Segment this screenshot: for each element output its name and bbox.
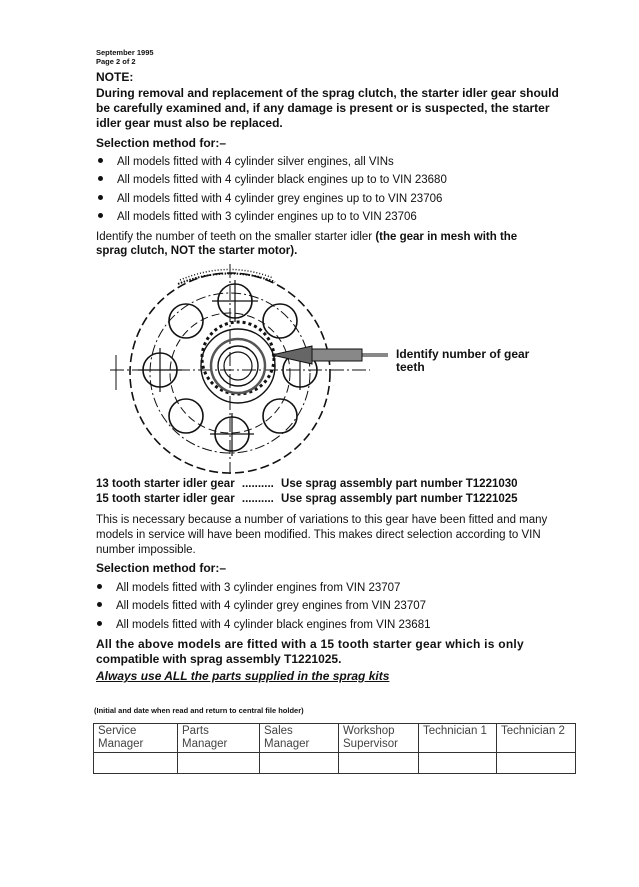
signoff-cell[interactable]: [260, 753, 339, 774]
signoff-cell[interactable]: [178, 753, 260, 774]
signoff-header-technician-2: Technician 2: [497, 724, 576, 753]
selection-heading: Selection method for:–: [96, 561, 227, 575]
identify-instruction: Identify the number of teeth on the smaller starter idler (the gear in mesh with the: [96, 231, 518, 243]
signoff-header-technician-1: Technician 1: [419, 724, 497, 753]
list-item: All models fitted with 4 cylinder black engines from VIN 23681: [97, 619, 431, 631]
page-number: Page 2 of 2: [96, 57, 136, 66]
signoff-cell[interactable]: [497, 753, 576, 774]
signoff-header-service-manager: Service Manager: [94, 724, 178, 753]
callout-line: teeth: [396, 360, 425, 374]
list-item: All models fitted with 4 cylinder black engines up to to VIN 23680: [98, 174, 447, 186]
signoff-cell[interactable]: [94, 753, 178, 774]
selection-heading: Selection method for:–: [96, 136, 227, 150]
signoff-header-sales-manager: Sales Manager: [260, 724, 339, 753]
identify-instruction-line2: sprag clutch, NOT the starter motor).: [96, 245, 298, 257]
table-header-row: [94, 724, 576, 753]
signoff-header-parts-manager: Parts Manager: [178, 724, 260, 753]
always-use-warning: Always use ALL the parts supplied in the sprag kits: [96, 669, 390, 683]
list-item: All models fitted with 3 cylinder engines from VIN 23707: [97, 582, 400, 594]
note-line: be carefully examined and, if any damage is present or is suspected, the starter: [96, 101, 550, 115]
bullet-icon: [98, 158, 103, 163]
list-item: All models fitted with 4 cylinder grey engines up to to VIN 23706: [98, 193, 442, 205]
file-instruction: (Initial and date when read and return to central file holder): [94, 706, 304, 715]
note-line: During removal and replacement of the sprag clutch, the starter idler gear should: [96, 86, 559, 100]
note-line: idler gear must also be replaced.: [96, 116, 283, 130]
table-row: [94, 753, 576, 774]
signoff-cell[interactable]: [339, 753, 419, 774]
summary-line: All the above models are fitted with a 15 tooth starter gear which is only: [96, 637, 524, 651]
explanation: This is necessary because a number of variations to this gear have been fitted and many models in service will have been modified. This makes direct selection according to VIN number impossible.: [96, 514, 548, 556]
diagram-callout: [396, 348, 529, 374]
summary-line: compatible with sprag assembly T1221025.: [96, 652, 342, 666]
bullet-icon: [98, 213, 103, 218]
gear-option-13: 13 tooth starter idler gear .......... Use sprag assembly part number T1221030: [96, 478, 518, 490]
bullet-icon: [97, 602, 102, 607]
list-item: All models fitted with 4 cylinder grey engines from VIN 23707: [97, 600, 426, 612]
signoff-header-workshop-supervisor: Workshop Supervisor: [339, 724, 419, 753]
signoff-cell[interactable]: [419, 753, 497, 774]
list-item: All models fitted with 3 cylinder engines up to to VIN 23706: [98, 211, 417, 223]
signoff-table: [93, 723, 576, 774]
bullet-icon: [97, 584, 102, 589]
bullet-icon: [97, 621, 102, 626]
note-text: [96, 86, 586, 131]
bullet-icon: [98, 195, 103, 200]
note-title: NOTE:: [96, 70, 134, 84]
list-item: All models fitted with 4 cylinder silver engines, all VINs: [98, 156, 394, 168]
bullet-icon: [98, 176, 103, 181]
callout-line: Identify number of gear: [396, 347, 530, 361]
gear-option-15: 15 tooth starter idler gear .......... Use sprag assembly part number T1221025: [96, 493, 518, 505]
gear-diagram-icon: [100, 258, 390, 478]
document-date: September 1995: [96, 48, 154, 57]
